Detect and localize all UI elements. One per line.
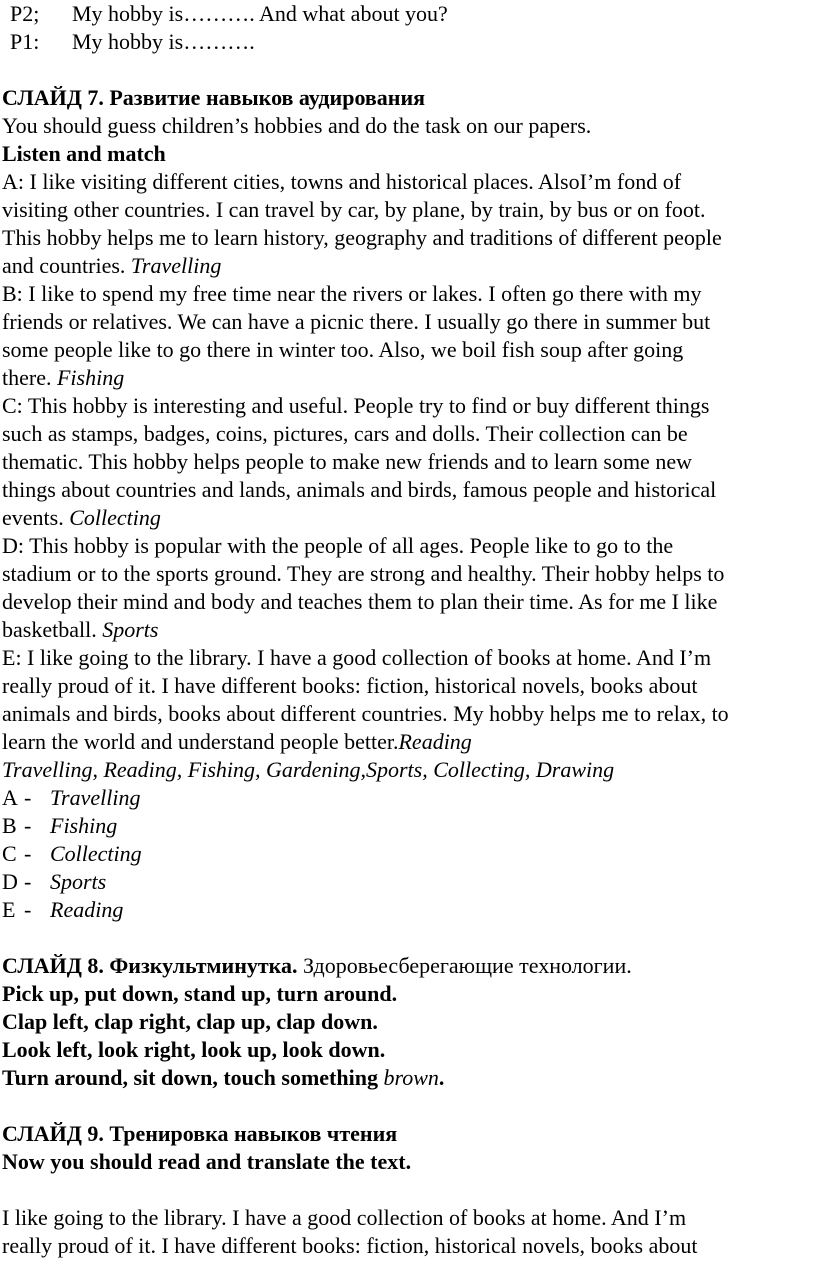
text-line: [2, 616, 814, 644]
text-line: E: I like going to the library. I have a good collection of books at home. And I’m: [2, 645, 712, 670]
exercise-text: Turn around, sit down, touch something: [2, 1065, 384, 1090]
exercise-line: Look left, look right, look up, look down.: [2, 1037, 386, 1062]
text-line: [2, 504, 814, 532]
listening-text-d: [2, 532, 814, 644]
hobby-options: Travelling, Reading, Fishing, Gardening,Sports, Collecting, Drawing: [2, 757, 615, 782]
answer-dash: -: [24, 869, 32, 894]
answer-dash: -: [24, 813, 32, 838]
slide9-instruction: Now you should read and translate the text.: [2, 1149, 412, 1174]
answer-dash: -: [24, 897, 32, 922]
answer-item: [2, 868, 814, 896]
text-line: friends or relatives. We can have a picnic there. I usually go there in summer but: [2, 309, 711, 334]
speaker-label: P1:: [10, 29, 40, 54]
text-line: such as stamps, badges, coins, pictures, cars and dolls. Their collection can be: [2, 421, 688, 446]
listening-text-c: [2, 392, 814, 532]
exercise-color-word: brown: [383, 1065, 439, 1090]
slide8-heading-subtitle: Здоровьесберегающие технологии.: [297, 953, 632, 978]
dialogue-text: My hobby is………. And what about you?: [72, 1, 448, 26]
reading-text-line: I like going to the library. I have a good collection of books at home. And I’m: [2, 1205, 687, 1230]
slide7-heading: СЛАЙД 7. Развитие навыков аудирования: [2, 85, 426, 110]
answer-value: Fishing: [50, 813, 118, 838]
text-line: develop their mind and body and teaches them to plan their time. As for me I like: [2, 589, 718, 614]
answer-letter: C: [2, 841, 17, 866]
text-fragment: events.: [2, 505, 70, 530]
text-fragment: learn the world and understand people better.: [2, 729, 399, 754]
dialogue-text: My hobby is……….: [72, 29, 255, 54]
answer-value: Reading: [50, 897, 124, 922]
exercise-line: Clap left, clap right, clap up, clap down.: [2, 1009, 378, 1034]
answer-item: [2, 784, 814, 812]
exercise-punct: .: [438, 1065, 445, 1090]
text-line: visiting other countries. I can travel by car, by plane, by train, by bus or on foot.: [2, 197, 706, 222]
slide8-heading-title: СЛАЙД 8. Физкультминутка.: [2, 953, 298, 978]
dialogue-line: [2, 28, 814, 56]
dialogue-line: [2, 0, 814, 28]
text-line: [2, 252, 814, 280]
text-line: animals and birds, books about different countries. My hobby helps me to relax, to: [2, 701, 729, 726]
text-line: D: This hobby is popular with the people of all ages. People like to go to the: [2, 533, 674, 558]
listening-text-e: [2, 644, 814, 756]
hobby-answer: Sports: [102, 617, 159, 642]
slide7-section: [2, 84, 814, 924]
text-line: B: I like to spend my free time near the rivers or lakes. I often go there with my: [2, 281, 702, 306]
text-fragment: basketball.: [2, 617, 103, 642]
text-line: A: I like visiting different cities, towns and historical places. AlsoI’m fond of: [2, 169, 682, 194]
text-line: thematic. This hobby helps people to make new friends and to learn some new: [2, 449, 692, 474]
answer-letter: A: [2, 785, 18, 810]
hobby-answer: Travelling: [130, 253, 222, 278]
answer-value: Collecting: [50, 841, 142, 866]
slide8-section: [2, 952, 814, 1092]
text-line: really proud of it. I have different books: fiction, historical novels, books about: [2, 673, 698, 698]
answer-letter: E: [2, 897, 16, 922]
listening-text-a: [2, 168, 814, 280]
text-fragment: there.: [2, 365, 57, 390]
answer-letter: B: [2, 813, 17, 838]
text-line: some people like to go there in winter too. Also, we boil fish soup after going: [2, 337, 684, 362]
text-line: stadium or to the sports ground. They are strong and healthy. Their hobby helps to: [2, 561, 725, 586]
hobby-answer: Reading: [398, 729, 472, 754]
answer-item: [2, 896, 814, 924]
slide7-instruction: You should guess children’s hobbies and do the task on our papers.: [2, 113, 592, 138]
text-line: C: This hobby is interesting and useful. People try to find or buy different things: [2, 393, 710, 418]
hobby-answer: Fishing: [56, 365, 125, 390]
text-fragment: and countries.: [2, 253, 131, 278]
hobby-answer: Collecting: [69, 505, 161, 530]
text-line: things about countries and lands, animals and birds, famous people and historical: [2, 477, 717, 502]
listening-text-b: [2, 280, 814, 392]
answer-dash: -: [24, 841, 32, 866]
text-line: [2, 728, 814, 756]
answer-value: Travelling: [50, 785, 141, 810]
exercise-line: Pick up, put down, stand up, turn around.: [2, 981, 398, 1006]
speaker-label: P2;: [10, 1, 40, 26]
slide8-heading: [2, 952, 814, 980]
slide9-heading: СЛАЙД 9. Тренировка навыков чтения: [2, 1121, 398, 1146]
answer-item: [2, 812, 814, 840]
answer-letter: D: [2, 869, 18, 894]
text-line: [2, 364, 814, 392]
reading-text-line: really proud of it. I have different books: fiction, historical novels, books about: [2, 1233, 698, 1258]
answer-list: [2, 784, 814, 924]
document-page: [2, 0, 814, 1260]
text-line: This hobby helps me to learn history, geography and traditions of different people: [2, 225, 722, 250]
slide9-section: [2, 1120, 814, 1260]
exercise-line: [2, 1064, 814, 1092]
slide7-task: Listen and match: [2, 141, 166, 166]
answer-item: [2, 840, 814, 868]
answer-dash: -: [24, 785, 32, 810]
dialogue: [2, 0, 814, 56]
answer-value: Sports: [50, 869, 107, 894]
